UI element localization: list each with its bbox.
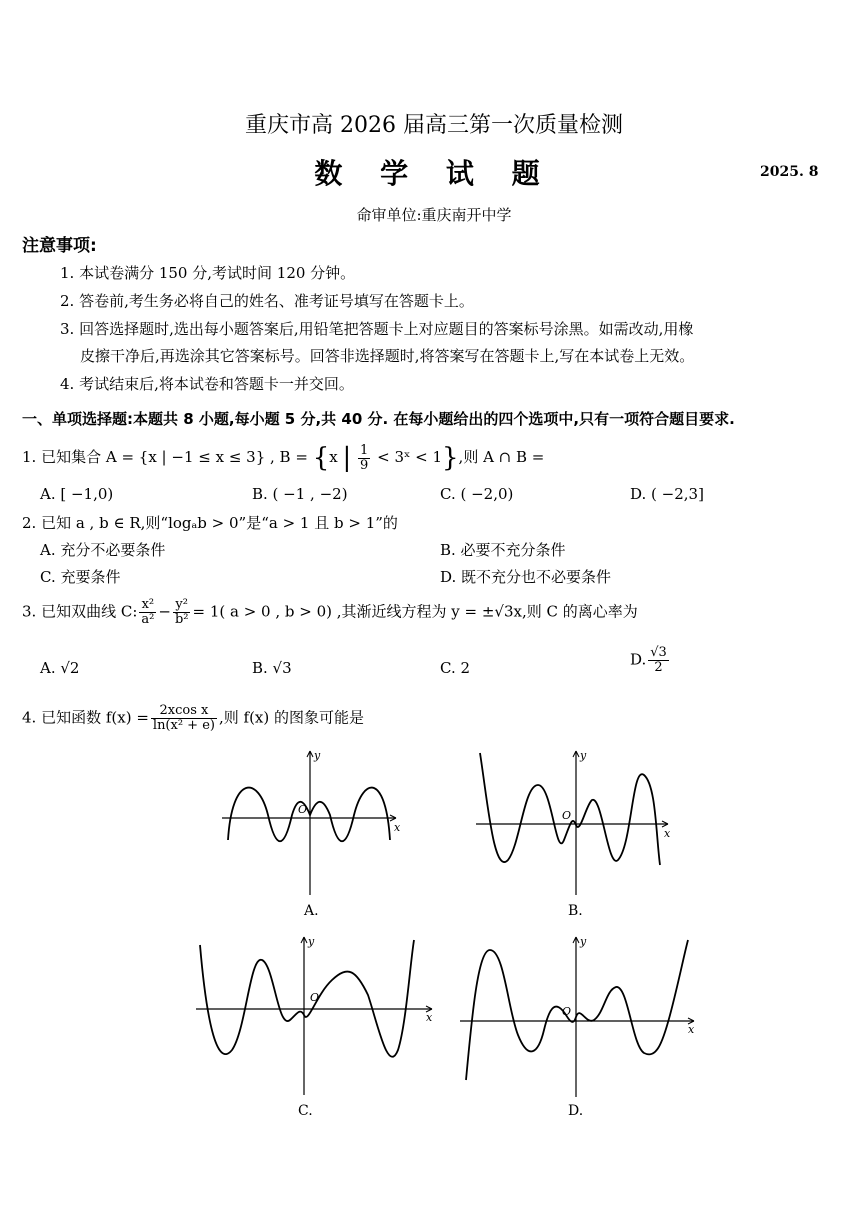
graph-b-label: B. [568,903,583,919]
q3-f1-den: a² [141,612,155,627]
q3-d-den: 2 [654,660,663,675]
graph-d-label: D. [568,1103,584,1119]
graph-d [456,935,701,1125]
section-heading: 一、单项选择题:本题共 8 小题,每小题 5 分,共 40 分. 在每小题给出的四个选项中,只有一项符合题目要求. [22,410,735,428]
x-label: x [426,1011,433,1024]
exam-subject: 数 学 试 题 [314,157,554,190]
notice-item-3-cont: 皮擦干净后,再选涂其它答案标号。回答非选择题时,将答案写在答题卡上,写在本试卷上无效。 [80,347,695,365]
notice-heading: 注意事项: [22,236,97,256]
exam-title: 重庆市高 2026 届高三第一次质量检测 [245,113,623,138]
q4-frac-den: ln(x² + e) [152,718,215,733]
q2-option-d: D. 既不充分也不必要条件 [440,568,612,586]
q4-frac-num: 2xcos x [151,704,217,719]
q3-minus: − [158,602,171,621]
x-label: x [688,1023,695,1036]
notice-item-1: 1. 本试卷满分 150 分,考试时间 120 分钟。 [60,264,356,282]
origin-label: O [298,803,308,816]
bar-icon: | [342,443,352,473]
graph-a [218,745,408,925]
q3-f2-num: y² [173,598,191,613]
q3-stem-a: 3. 已知双曲线 C: [22,602,138,621]
origin-label: O [562,809,572,822]
q1-frac-den: 9 [360,457,369,473]
q1-fraction [358,444,370,473]
q3-f1-num: x² [139,598,156,613]
x-label: x [394,821,401,834]
curve-d [466,940,688,1080]
q3-d-prefix: D. [630,650,647,669]
q1-option-c: C. ( −2,0) [440,485,514,503]
q3-f2-den: b² [174,612,189,627]
q3-option-a: A. √2 [40,659,80,677]
notice-item-2: 2. 答卷前,考生务必将自己的姓名、准考证号填写在答题卡上。 [60,292,474,310]
arrow-icon [307,751,396,821]
question-4-stem [22,704,364,733]
q1-option-a: A. [ −1,0) [40,485,114,503]
q2-option-a: A. 充分不必要条件 [40,541,166,559]
origin-label: O [562,1005,572,1018]
q2-option-b: B. 必要不充分条件 [440,541,566,559]
x-label: x [664,827,671,840]
question-3-stem [22,598,638,627]
graph-c [192,935,442,1125]
q3-option-d [630,646,671,675]
q1-set-cond: < 3ˣ < 1 [377,448,442,466]
notice-item-3: 3. 回答选择题时,选出每小题答案后,用铅笔把答题卡上对应题目的答案标号涂黑。如需改动,用橡 [60,320,694,338]
q1-stem-a: 1. 已知集合 A = {x | −1 ≤ x ≤ 3} , B = [22,448,308,466]
q1-stem-b: ,则 A ∩ B = [458,448,545,466]
brace-open-icon: { [312,443,330,473]
arrow-icon [573,751,668,827]
q4-fraction [151,704,217,733]
q3-option-c: C. 2 [440,659,471,677]
brace-close-icon: } [442,443,459,473]
q3-fraction-x [139,598,156,627]
notice-item-4: 4. 考试结束后,将本试卷和答题卡一并交回。 [60,375,354,393]
curve-a [228,788,390,842]
graph-a-label: A. [304,903,319,919]
y-label: y [580,749,587,762]
q4-stem-b: ,则 f(x) 的图象可能是 [218,708,365,727]
q2-option-c: C. 充要条件 [40,568,121,586]
q3-stem-b: = 1( a > 0 , b > 0) ,其渐近线方程为 y = ±√3x,则 C 的离心率为 [192,602,638,621]
q4-stem-a: 4. 已知函数 f(x) = [22,708,149,727]
question-2-stem: 2. 已知 a , b ∈ R,则“logₐb > 0”是“a > 1 且 b > 1”的 [22,514,398,532]
q3-fraction-y [173,598,191,627]
y-label: y [580,935,587,948]
graph-b [472,745,672,925]
origin-label: O [310,991,320,1004]
y-label: y [314,749,321,762]
curve-c [200,940,414,1057]
q3-d-num: √3 [650,645,667,660]
q1-option-b: B. ( −1 , −2) [252,485,348,503]
graph-c-label: C. [298,1103,313,1119]
question-1-stem [22,443,544,473]
exam-unit: 命审单位:重庆南开中学 [356,206,512,224]
q3-d-fraction [648,646,669,675]
y-label: y [308,935,315,948]
arrow-icon [573,937,694,1024]
exam-date: 2025. 8 [760,164,819,180]
q1-set-var: x [329,448,338,466]
q1-option-d: D. ( −2,3] [630,485,704,503]
q3-option-b: B. √3 [252,659,292,677]
q1-frac-num: 1 [360,442,369,458]
